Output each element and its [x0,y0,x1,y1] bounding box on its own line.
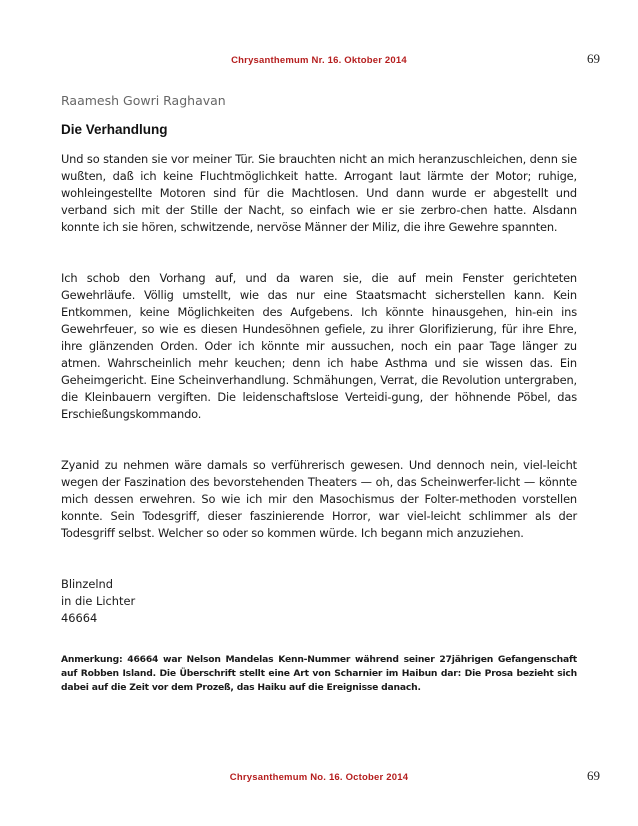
footnote: Anmerkung: 46664 war Nelson Mandelas Kenn-Nummer während seiner 27jährigen Gefangenschaft auf Robben Island. Die Überschrift stellt eine Art von Scharnier im Haibun dar: Die Prosa bezieht sich dabei auf die Zeit vor dem Prozeß, das Haiku auf die Ereignisse danach. [61,654,577,693]
paragraph-1: Und so standen sie vor meiner Tür. Sie brauchten nicht an mich heranzuschleichen, denn sie wußten, daß ich keine Fluchtmöglichkeit hatte. Arrogant laut lärmte der Motor; ruhige, wohleingestellte Motoren sind für die Machtlosen. Und dann wurde er abgestellt und verband sich mit der Stille der Nacht, so einfach wie er sie zerbro-chen hatte. Alsdann konnte ich sie hören, schwitzende, nervöse Männer der Miliz, die ihre Gewehre spannten. [61,152,577,234]
page-number-top: 69 [587,51,600,66]
running-head-bottom: Chrysanthemum No. 16. October 2014 [229,772,409,783]
haiku-line: 46664 [61,611,98,625]
running-head-top: Chrysanthemum Nr. 16. Oktober 2014 [231,55,407,66]
haiku-line: in die Lichter [61,594,136,608]
paragraph-2: Ich schob den Vorhang auf, und da waren sie, die auf mein Fenster gerichteten Gewehrläufe. Völlig umstellt, wie das nur eine Staatsmacht sicherstellen kann. Kein Entkommen, keine Möglichkeiten des Aufgebens. Ich könnte hinausgehen, hin-ein ins Gewehrfeuer, so wie es diesen Hundesöhnen gefiele, zu ihrer Glorifizierung, für ihre Ehre, ihre glänzenden Orden. Oder ich könnte mir aussuchen, noch ein paar Tage länger zu atmen. Wahrscheinlich mehr keuchen; denn ich habe Asthma und sie wissen das. Ein Geheimgericht. Eine Scheinverhandlung. Schmähungen, Verrat, die Revolution untergraben, die Kleinbauern vergiften. Die leidenschaftslose Verteidi-gung, der höhnende Pöbel, das Erschießungskommando. [61,271,577,421]
haiku [61,576,577,627]
article-title: Die Verhandlung [61,122,168,137]
author-name: Raamesh Gowri Raghavan [61,93,226,108]
article [61,93,577,695]
paragraph-3: Zyanid zu nehmen wäre damals so verführerisch gewesen. Und dennoch nein, viel-leicht wegen der Faszination des bevorstehenden Theaters — oh, das Scheinwerfer-licht — könnte mich dessen erwehren. So wie ich mir den Masochismus der Folter-methoden vorstellen konnte. Sein Todesgriff, dieser faszinierende Horror, war viel-leicht schlimmer als der Todesgriff selbst. Welcher so oder so kommen würde. Ich begann mich anzuziehen. [61,458,577,540]
haiku-line: Blinzelnd [61,577,113,591]
page-number-bottom: 69 [587,768,600,783]
